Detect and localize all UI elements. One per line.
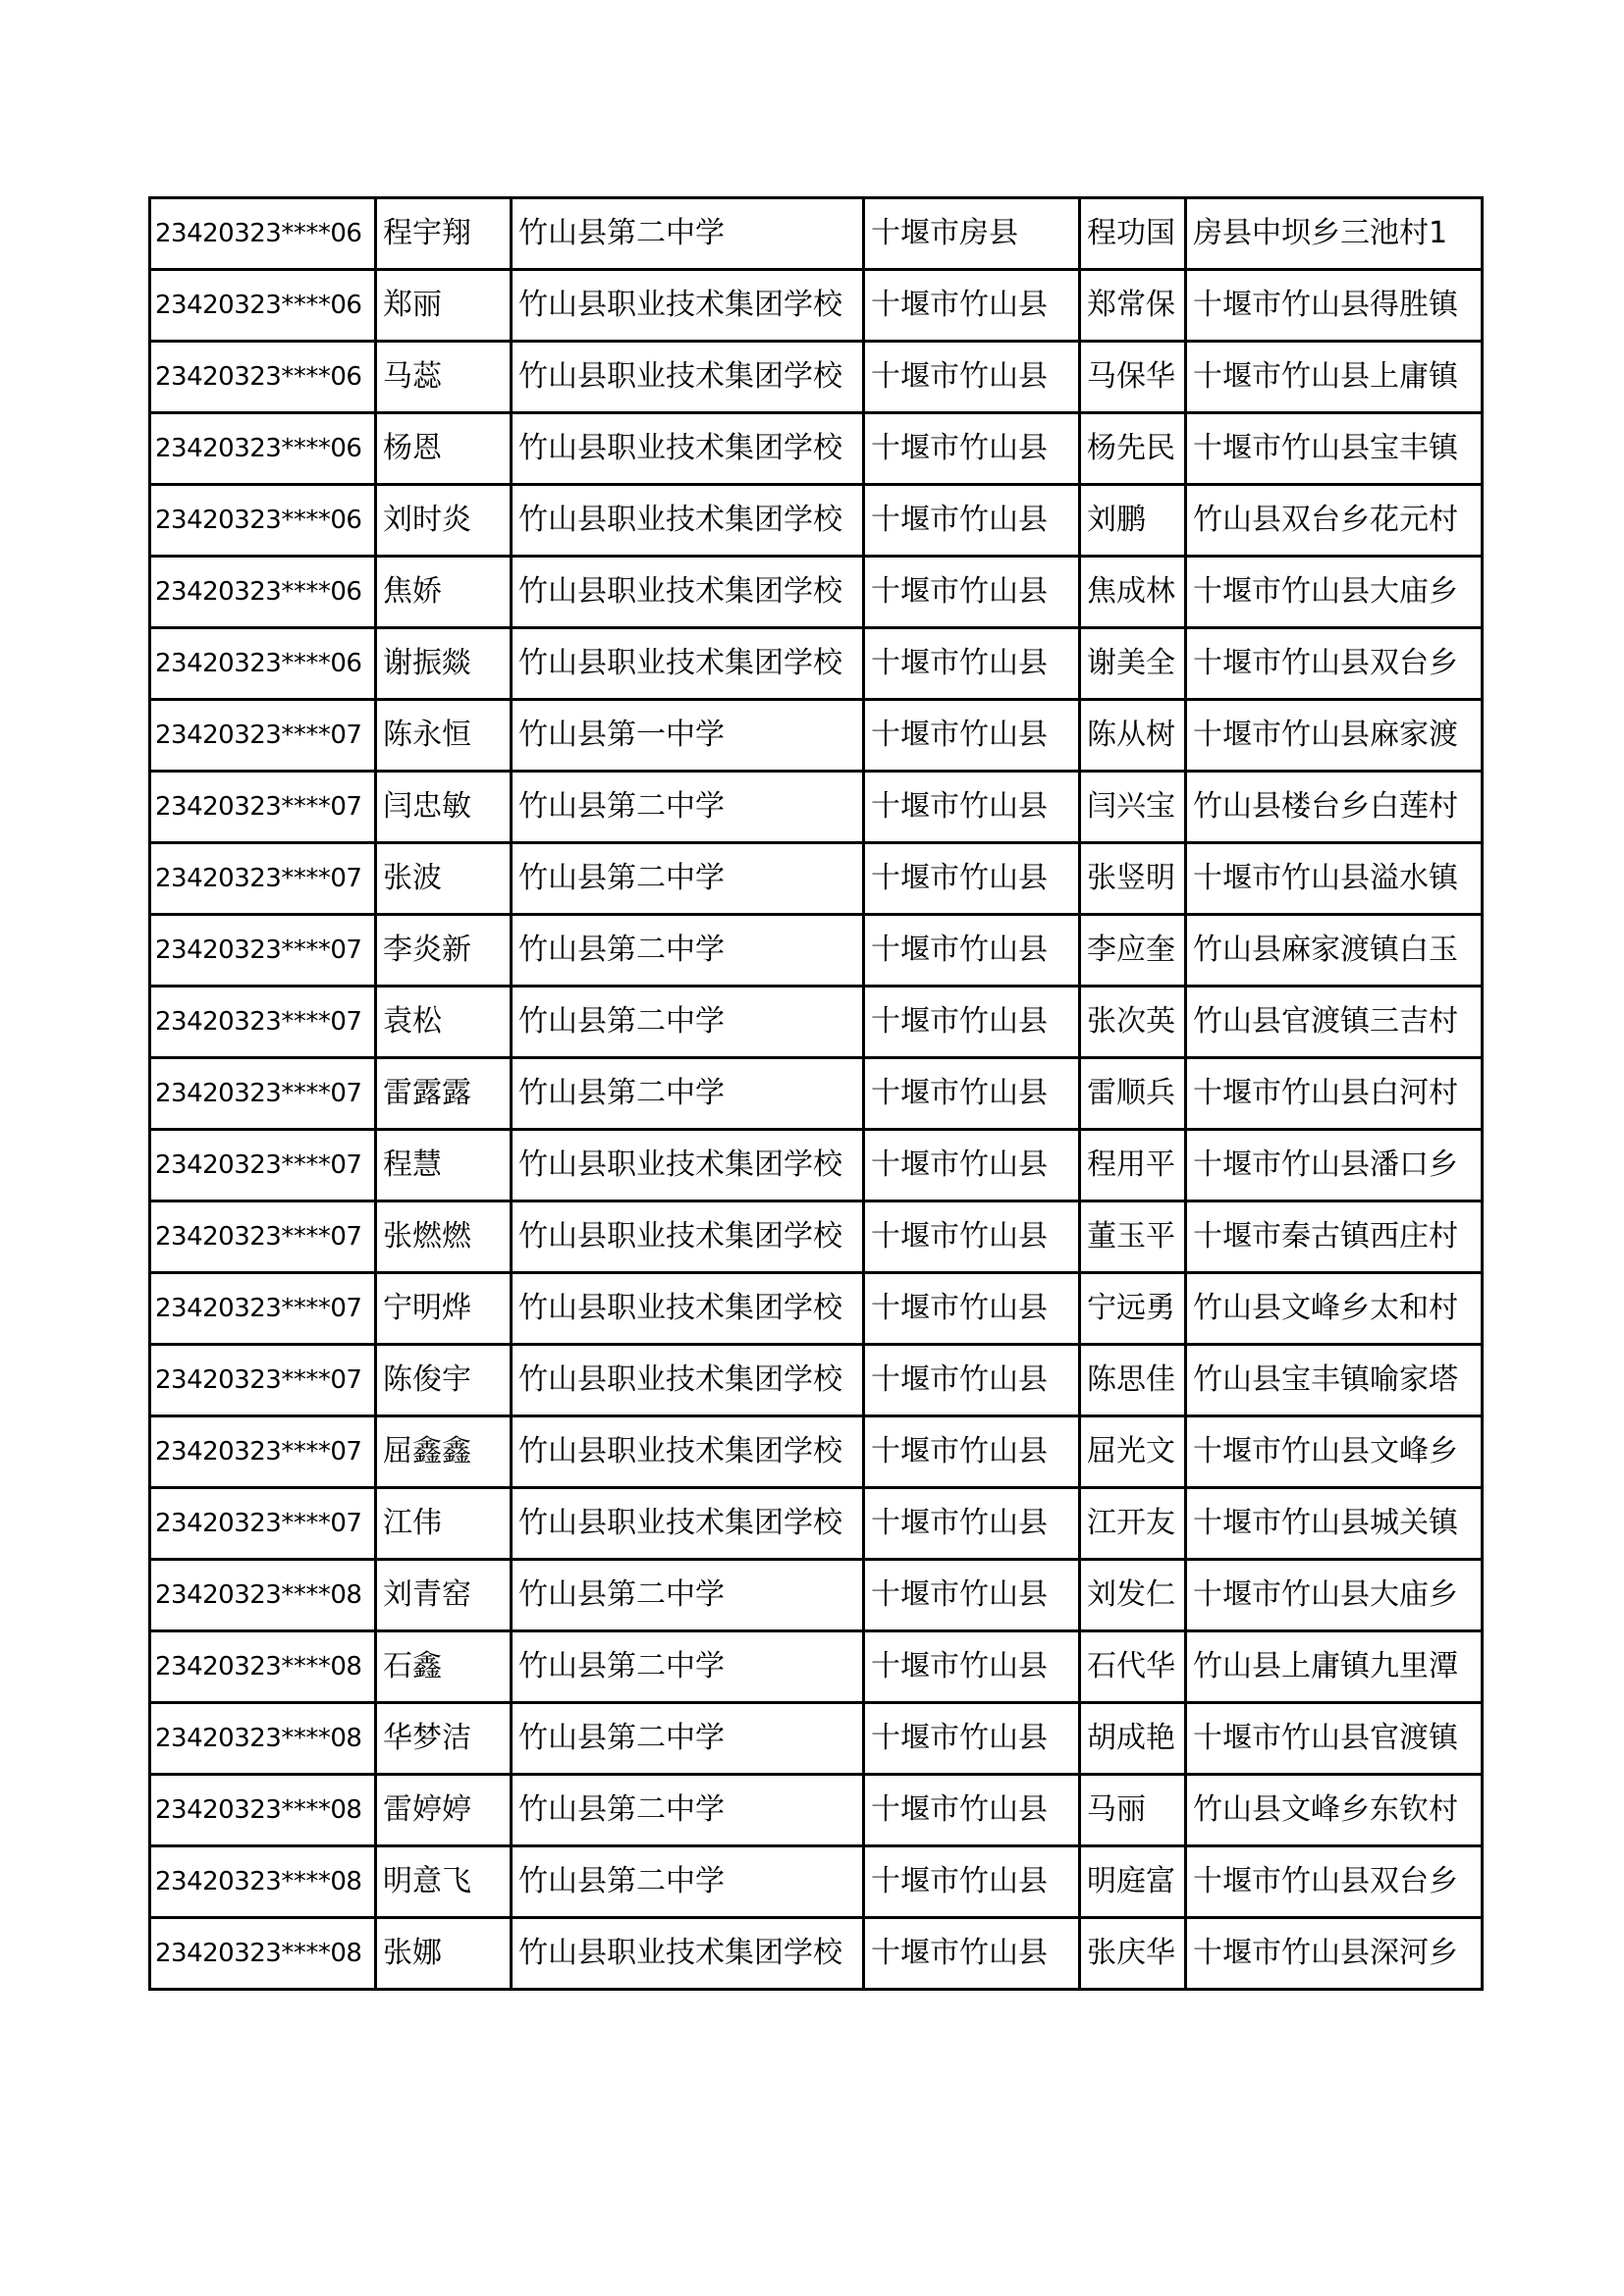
student-name-cell: 杨恩 <box>376 413 512 485</box>
region-cell: 十堰市竹山县 <box>864 1703 1080 1775</box>
id-number-cell: 23420323****08 <box>150 1631 376 1703</box>
guardian-name-cell: 程功国 <box>1080 198 1186 270</box>
guardian-name-cell: 程用平 <box>1080 1130 1186 1201</box>
address-cell: 竹山县文峰乡东钦村 <box>1186 1775 1483 1846</box>
student-name-cell: 明意飞 <box>376 1846 512 1918</box>
id-number-cell: 23420323****06 <box>150 628 376 700</box>
region-cell: 十堰市竹山县 <box>864 342 1080 413</box>
school-cell: 竹山县第二中学 <box>512 198 864 270</box>
school-cell: 竹山县职业技术集团学校 <box>512 485 864 557</box>
id-number-cell: 23420323****07 <box>150 843 376 915</box>
school-cell: 竹山县职业技术集团学校 <box>512 1488 864 1560</box>
guardian-name-cell: 明庭富 <box>1080 1846 1186 1918</box>
address-cell: 十堰市竹山县溢水镇 <box>1186 843 1483 915</box>
id-number-cell: 23420323****08 <box>150 1918 376 1990</box>
address-cell: 竹山县宝丰镇喻家塔 <box>1186 1345 1483 1416</box>
guardian-name-cell: 胡成艳 <box>1080 1703 1186 1775</box>
guardian-name-cell: 杨先民 <box>1080 413 1186 485</box>
student-name-cell: 江伟 <box>376 1488 512 1560</box>
region-cell: 十堰市竹山县 <box>864 1058 1080 1130</box>
address-cell: 十堰市竹山县双台乡 <box>1186 628 1483 700</box>
table-row <box>150 772 1483 843</box>
region-cell: 十堰市竹山县 <box>864 1918 1080 1990</box>
guardian-name-cell: 董玉平 <box>1080 1201 1186 1273</box>
student-name-cell: 屈鑫鑫 <box>376 1416 512 1488</box>
school-cell: 竹山县第二中学 <box>512 772 864 843</box>
guardian-name-cell: 郑常保 <box>1080 270 1186 342</box>
id-number-cell: 23420323****07 <box>150 1273 376 1345</box>
guardian-name-cell: 马丽 <box>1080 1775 1186 1846</box>
id-number-cell: 23420323****07 <box>150 1345 376 1416</box>
school-cell: 竹山县第二中学 <box>512 1703 864 1775</box>
table-row <box>150 270 1483 342</box>
table-row <box>150 1130 1483 1201</box>
address-cell: 十堰市竹山县白河村 <box>1186 1058 1483 1130</box>
student-name-cell: 刘时炎 <box>376 485 512 557</box>
student-name-cell: 程慧 <box>376 1130 512 1201</box>
address-cell: 十堰市竹山县宝丰镇 <box>1186 413 1483 485</box>
school-cell: 竹山县职业技术集团学校 <box>512 628 864 700</box>
address-cell: 十堰市竹山县大庙乡 <box>1186 557 1483 628</box>
table-row <box>150 1846 1483 1918</box>
address-cell: 十堰市秦古镇西庄村 <box>1186 1201 1483 1273</box>
address-cell: 十堰市竹山县城关镇 <box>1186 1488 1483 1560</box>
table-row <box>150 413 1483 485</box>
roster-table-body <box>150 198 1483 1990</box>
address-cell: 竹山县官渡镇三吉村 <box>1186 987 1483 1058</box>
student-name-cell: 谢振燚 <box>376 628 512 700</box>
table-row <box>150 342 1483 413</box>
student-name-cell: 闫忠敏 <box>376 772 512 843</box>
region-cell: 十堰市竹山县 <box>864 700 1080 772</box>
id-number-cell: 23420323****06 <box>150 413 376 485</box>
student-name-cell: 焦娇 <box>376 557 512 628</box>
region-cell: 十堰市竹山县 <box>864 1846 1080 1918</box>
school-cell: 竹山县第二中学 <box>512 1560 864 1631</box>
table-row <box>150 1273 1483 1345</box>
id-number-cell: 23420323****07 <box>150 987 376 1058</box>
student-name-cell: 刘青窑 <box>376 1560 512 1631</box>
region-cell: 十堰市竹山县 <box>864 915 1080 987</box>
id-number-cell: 23420323****07 <box>150 1201 376 1273</box>
address-cell: 十堰市竹山县上庸镇 <box>1186 342 1483 413</box>
school-cell: 竹山县第二中学 <box>512 915 864 987</box>
address-cell: 竹山县文峰乡太和村 <box>1186 1273 1483 1345</box>
region-cell: 十堰市竹山县 <box>864 772 1080 843</box>
table-row <box>150 485 1483 557</box>
id-number-cell: 23420323****08 <box>150 1560 376 1631</box>
table-row <box>150 1918 1483 1990</box>
school-cell: 竹山县职业技术集团学校 <box>512 557 864 628</box>
address-cell: 十堰市竹山县文峰乡 <box>1186 1416 1483 1488</box>
table-row <box>150 1631 1483 1703</box>
school-cell: 竹山县职业技术集团学校 <box>512 1201 864 1273</box>
region-cell: 十堰市竹山县 <box>864 485 1080 557</box>
table-row <box>150 1201 1483 1273</box>
student-name-cell: 张娜 <box>376 1918 512 1990</box>
guardian-name-cell: 张次英 <box>1080 987 1186 1058</box>
student-name-cell: 袁松 <box>376 987 512 1058</box>
school-cell: 竹山县职业技术集团学校 <box>512 1416 864 1488</box>
region-cell: 十堰市竹山县 <box>864 1201 1080 1273</box>
school-cell: 竹山县职业技术集团学校 <box>512 1918 864 1990</box>
student-name-cell: 郑丽 <box>376 270 512 342</box>
table-row <box>150 1058 1483 1130</box>
school-cell: 竹山县第二中学 <box>512 1058 864 1130</box>
id-number-cell: 23420323****06 <box>150 270 376 342</box>
address-cell: 竹山县楼台乡白莲村 <box>1186 772 1483 843</box>
student-name-cell: 雷婷婷 <box>376 1775 512 1846</box>
guardian-name-cell: 石代华 <box>1080 1631 1186 1703</box>
student-name-cell: 陈永恒 <box>376 700 512 772</box>
school-cell: 竹山县第二中学 <box>512 1631 864 1703</box>
guardian-name-cell: 张竖明 <box>1080 843 1186 915</box>
address-cell: 十堰市竹山县深河乡 <box>1186 1918 1483 1990</box>
region-cell: 十堰市竹山县 <box>864 1130 1080 1201</box>
region-cell: 十堰市竹山县 <box>864 413 1080 485</box>
guardian-name-cell: 张庆华 <box>1080 1918 1186 1990</box>
id-number-cell: 23420323****08 <box>150 1775 376 1846</box>
school-cell: 竹山县职业技术集团学校 <box>512 342 864 413</box>
address-cell: 竹山县麻家渡镇白玉 <box>1186 915 1483 987</box>
student-name-cell: 张波 <box>376 843 512 915</box>
student-name-cell: 宁明烨 <box>376 1273 512 1345</box>
guardian-name-cell: 闫兴宝 <box>1080 772 1186 843</box>
address-cell: 十堰市竹山县得胜镇 <box>1186 270 1483 342</box>
guardian-name-cell: 陈思佳 <box>1080 1345 1186 1416</box>
school-cell: 竹山县职业技术集团学校 <box>512 270 864 342</box>
id-number-cell: 23420323****07 <box>150 1416 376 1488</box>
id-number-cell: 23420323****07 <box>150 1130 376 1201</box>
id-number-cell: 23420323****07 <box>150 915 376 987</box>
id-number-cell: 23420323****06 <box>150 342 376 413</box>
id-number-cell: 23420323****08 <box>150 1703 376 1775</box>
table-row <box>150 1416 1483 1488</box>
region-cell: 十堰市竹山县 <box>864 1631 1080 1703</box>
id-number-cell: 23420323****08 <box>150 1846 376 1918</box>
region-cell: 十堰市竹山县 <box>864 1345 1080 1416</box>
roster-table <box>148 196 1484 1991</box>
guardian-name-cell: 宁远勇 <box>1080 1273 1186 1345</box>
region-cell: 十堰市竹山县 <box>864 843 1080 915</box>
guardian-name-cell: 雷顺兵 <box>1080 1058 1186 1130</box>
region-cell: 十堰市竹山县 <box>864 1416 1080 1488</box>
region-cell: 十堰市竹山县 <box>864 270 1080 342</box>
table-row <box>150 1560 1483 1631</box>
student-name-cell: 石鑫 <box>376 1631 512 1703</box>
student-name-cell: 马蕊 <box>376 342 512 413</box>
school-cell: 竹山县第二中学 <box>512 843 864 915</box>
student-name-cell: 张燃燃 <box>376 1201 512 1273</box>
school-cell: 竹山县职业技术集团学校 <box>512 413 864 485</box>
guardian-name-cell: 谢美全 <box>1080 628 1186 700</box>
table-row <box>150 198 1483 270</box>
region-cell: 十堰市竹山县 <box>864 628 1080 700</box>
table-row <box>150 843 1483 915</box>
address-cell: 十堰市竹山县双台乡 <box>1186 1846 1483 1918</box>
guardian-name-cell: 马保华 <box>1080 342 1186 413</box>
region-cell: 十堰市竹山县 <box>864 557 1080 628</box>
address-cell: 十堰市竹山县大庙乡 <box>1186 1560 1483 1631</box>
table-row <box>150 1703 1483 1775</box>
school-cell: 竹山县第一中学 <box>512 700 864 772</box>
guardian-name-cell: 屈光文 <box>1080 1416 1186 1488</box>
guardian-name-cell: 焦成林 <box>1080 557 1186 628</box>
id-number-cell: 23420323****07 <box>150 1488 376 1560</box>
table-row <box>150 557 1483 628</box>
table-row <box>150 987 1483 1058</box>
school-cell: 竹山县第二中学 <box>512 987 864 1058</box>
guardian-name-cell: 江开友 <box>1080 1488 1186 1560</box>
address-cell: 十堰市竹山县潘口乡 <box>1186 1130 1483 1201</box>
guardian-name-cell: 陈从树 <box>1080 700 1186 772</box>
id-number-cell: 23420323****06 <box>150 557 376 628</box>
school-cell: 竹山县第二中学 <box>512 1846 864 1918</box>
guardian-name-cell: 刘发仁 <box>1080 1560 1186 1631</box>
region-cell: 十堰市竹山县 <box>864 1560 1080 1631</box>
table-row <box>150 915 1483 987</box>
student-name-cell: 华梦洁 <box>376 1703 512 1775</box>
school-cell: 竹山县职业技术集团学校 <box>512 1273 864 1345</box>
student-name-cell: 程宇翔 <box>376 198 512 270</box>
table-row <box>150 1345 1483 1416</box>
region-cell: 十堰市竹山县 <box>864 1273 1080 1345</box>
school-cell: 竹山县职业技术集团学校 <box>512 1130 864 1201</box>
id-number-cell: 23420323****07 <box>150 1058 376 1130</box>
region-cell: 十堰市竹山县 <box>864 987 1080 1058</box>
region-cell: 十堰市房县 <box>864 198 1080 270</box>
id-number-cell: 23420323****07 <box>150 772 376 843</box>
table-row <box>150 628 1483 700</box>
student-name-cell: 雷露露 <box>376 1058 512 1130</box>
address-cell: 竹山县双台乡花元村 <box>1186 485 1483 557</box>
address-cell: 十堰市竹山县麻家渡 <box>1186 700 1483 772</box>
id-number-cell: 23420323****07 <box>150 700 376 772</box>
address-cell: 房县中坝乡三池村1 <box>1186 198 1483 270</box>
school-cell: 竹山县第二中学 <box>512 1775 864 1846</box>
table-row <box>150 1775 1483 1846</box>
address-cell: 竹山县上庸镇九里潭 <box>1186 1631 1483 1703</box>
table-row <box>150 700 1483 772</box>
id-number-cell: 23420323****06 <box>150 198 376 270</box>
guardian-name-cell: 刘鹏 <box>1080 485 1186 557</box>
table-row <box>150 1488 1483 1560</box>
address-cell: 十堰市竹山县官渡镇 <box>1186 1703 1483 1775</box>
school-cell: 竹山县职业技术集团学校 <box>512 1345 864 1416</box>
region-cell: 十堰市竹山县 <box>864 1775 1080 1846</box>
region-cell: 十堰市竹山县 <box>864 1488 1080 1560</box>
student-name-cell: 陈俊宇 <box>376 1345 512 1416</box>
id-number-cell: 23420323****06 <box>150 485 376 557</box>
guardian-name-cell: 李应奎 <box>1080 915 1186 987</box>
student-name-cell: 李炎新 <box>376 915 512 987</box>
